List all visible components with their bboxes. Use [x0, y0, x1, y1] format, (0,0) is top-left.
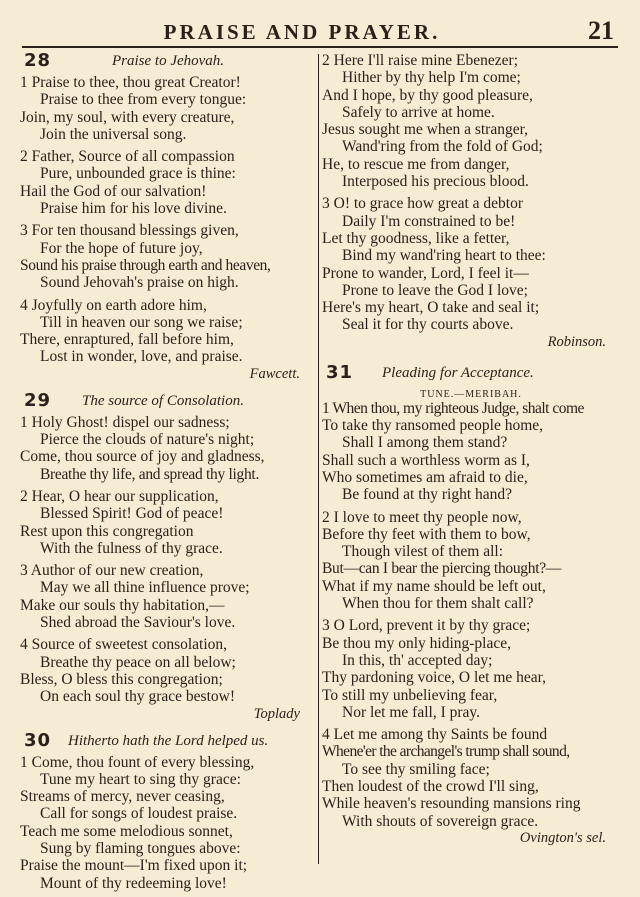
verse-line: Jesus sought me when a stranger,: [322, 121, 529, 139]
verse-line: 4 Source of sweetest consolation,: [20, 636, 228, 654]
running-title: PRAISE AND PRAYER.: [163, 20, 441, 44]
verse-line: For the hope of future joy,: [40, 239, 203, 257]
verse-line: When thou for them shalt call?: [342, 595, 534, 613]
verse-line: 2 Here I'll raise mine Ebenezer;: [322, 52, 519, 69]
hymn-number: 28: [24, 50, 52, 71]
verse-line: Then loudest of the crowd I'll sing,: [322, 777, 539, 795]
verse-line: Nor let me fall, I pray.: [342, 703, 481, 721]
verse-line: 1 When thou, my righteous Judge, shalt come: [322, 399, 584, 417]
hymn-number: 29: [24, 389, 52, 411]
verse-line: While heaven's resounding mansions ring: [322, 795, 581, 813]
verse-line: Hail the God of our salvation!: [20, 182, 207, 200]
verse-line: Teach me some melodious sonnet,: [20, 822, 233, 840]
verse-line: In this, th' accepted day;: [342, 651, 493, 669]
verse-line: Rest upon this congregation: [20, 522, 194, 540]
verse-line: 3 Author of our new creation,: [20, 562, 204, 580]
verse-line: Pierce the clouds of nature's night;: [40, 431, 255, 449]
verse-line: Sound Jehovah's praise on high.: [40, 274, 239, 292]
verse: [322, 509, 620, 613]
right-column: [322, 52, 620, 848]
verse-line: Lost in wonder, love, and praise.: [40, 348, 243, 366]
tune-name: TUNE.—MERIBAH.: [420, 388, 522, 400]
hymn-author: Toplady: [253, 705, 300, 722]
verse: [20, 636, 314, 705]
verse-line: Blessed Spirit! God of peace!: [40, 505, 224, 523]
verse-line: Breathe thy life, and spread thy light.: [40, 465, 260, 483]
verse-line: Thy pardoning voice, O let me hear,: [322, 669, 547, 687]
verse-line: Breathe thy peace on all below;: [40, 653, 236, 671]
hymn-header: [322, 361, 620, 386]
verse-line: Sound his praise through earth and heaven,: [20, 256, 271, 274]
verse-line: May we all thine influence prove;: [40, 579, 250, 597]
hymn-title: Praise to Jehovah.: [112, 53, 225, 69]
verse: [20, 414, 314, 483]
verse-line: 4 Let me among thy Saints be found: [322, 726, 548, 744]
verse-line: What if my name should be left out,: [322, 577, 546, 595]
verse: [20, 562, 314, 631]
verse-line: He, to rescue me from danger,: [322, 155, 510, 173]
verse-line: Praise the mount—I'm fixed upon it;: [20, 857, 248, 875]
verse-line: Call for songs of loudest praise.: [40, 805, 238, 823]
verse-line: 3 O! to grace how great a debtor: [322, 195, 523, 213]
hymn-author: Robinson.: [547, 333, 606, 350]
verse-line: Hither by thy help I'm come;: [342, 69, 521, 87]
verse-line: To take thy ransomed people home,: [322, 417, 544, 435]
verse-line: 2 I love to meet thy people now,: [322, 508, 522, 526]
verse-line: Prone to wander, Lord, I feel it—: [322, 264, 529, 282]
verse-line: Streams of mercy, never ceasing,: [20, 788, 225, 806]
verse-line: 2 Father, Source of all compassion: [20, 148, 235, 166]
column-divider: [318, 54, 319, 864]
verse-line: Bind my wand'ring heart to thee:: [342, 247, 546, 265]
verse-line: Seal it for thy courts above.: [342, 316, 514, 334]
verse-line: Though vilest of them all:: [342, 543, 504, 561]
verse-line: Praise to thee from every tongue:: [40, 91, 247, 109]
verse-line: Make our souls thy habitation,—: [20, 596, 225, 614]
verse-line: Before thy feet with them to bow,: [322, 525, 531, 543]
verse-line: With the fulness of thy grace.: [40, 539, 223, 557]
verse-line: 1 Come, thou fount of every blessing,: [20, 753, 255, 771]
hymn-title: Pleading for Acceptance.: [382, 364, 534, 381]
verse: [20, 74, 314, 143]
verse-line: Pure, unbounded grace is thine:: [40, 165, 236, 183]
hymn-number: 31: [326, 361, 354, 383]
verse-line: Sung by flaming tongues above:: [40, 839, 241, 857]
running-header: [22, 14, 618, 48]
verse-line: Let thy goodness, like a fetter,: [322, 229, 510, 247]
hymn-author: Ovington's sel.: [519, 829, 606, 846]
left-column: [20, 52, 314, 897]
verse-line: Interposed his precious blood.: [342, 173, 529, 191]
verse-line: Shall I among them stand?: [342, 434, 508, 452]
hymn-title: Hitherto hath the Lord helped us.: [68, 732, 269, 749]
verse: [322, 617, 620, 721]
verse-line: 4 Joyfully on earth adore him,: [20, 296, 207, 314]
verse-line: Whene'er the archangel's trump shall sound,: [322, 743, 570, 761]
verse: [322, 195, 620, 333]
verse-line: Come, thou source of joy and gladness,: [20, 448, 265, 466]
verse-line: Shall such a worthless worm as I,: [322, 451, 530, 469]
verse-line: With shouts of sovereign grace.: [342, 812, 539, 830]
verse-line: Join the universal song.: [40, 125, 187, 143]
verse-line: Who sometimes am afraid to die,: [322, 468, 528, 486]
verse-line: Till in heaven our song we raise;: [40, 313, 243, 331]
hymn-number: 30: [24, 729, 52, 751]
verse-line: Tune my heart to sing thy grace:: [40, 770, 241, 788]
page-number: 21: [588, 16, 614, 45]
verse-line: Prone to leave the God I love;: [342, 281, 528, 299]
verse: [20, 222, 314, 291]
verse-line: And I hope, by thy good pleasure,: [322, 86, 533, 104]
verse: [322, 726, 620, 830]
verse-line: Mount of thy redeeming love!: [40, 874, 227, 892]
verse: [20, 488, 314, 557]
verse-line: Praise him for his love divine.: [40, 200, 227, 218]
verse-line: 1 Praise to thee, thou great Creator!: [20, 74, 241, 91]
hymn-author: Fawcett.: [249, 365, 300, 382]
verse-line: Join, my soul, with every creature,: [20, 108, 235, 126]
verse-line: Daily I'm constrained to be!: [342, 212, 516, 230]
verse-line: 1 Holy Ghost! dispel our sadness;: [20, 413, 230, 431]
verse-line: Be found at thy right hand?: [342, 486, 513, 504]
verse-line: 3 O Lord, prevent it by thy grace;: [322, 617, 531, 635]
verse-line: To see thy smiling face;: [342, 760, 490, 778]
verse-line: Here's my heart, O take and seal it;: [322, 299, 540, 317]
verse-line: 3 For ten thousand blessings given,: [20, 222, 239, 240]
verse-line: To still my unbelieving fear,: [322, 686, 498, 704]
verse-line: There, enraptured, fall before him,: [20, 331, 234, 349]
verse-line: Wand'ring from the fold of God;: [342, 138, 543, 156]
verse: [20, 297, 314, 366]
verse-line: 2 Hear, O hear our supplication,: [20, 487, 219, 505]
verse-line: Safely to arrive at home.: [342, 103, 495, 121]
hymn-header: [20, 52, 314, 74]
verse-line: Shed abroad the Saviour's love.: [40, 614, 236, 632]
verse: [20, 148, 314, 217]
verse-line: But—can I bear the piercing thought?—: [322, 560, 561, 578]
hymn-title: The source of Consolation.: [82, 392, 244, 409]
verse-line: Bless, O bless this congregation;: [20, 670, 223, 688]
verse: [20, 754, 314, 892]
hymn-header: [20, 729, 314, 754]
verse-line: On each soul thy grace bestow!: [40, 688, 235, 706]
verse-line: Be thou my only hiding-place,: [322, 634, 511, 652]
hymn-header: [20, 389, 314, 414]
verse: [322, 52, 620, 190]
verse: [322, 400, 620, 504]
